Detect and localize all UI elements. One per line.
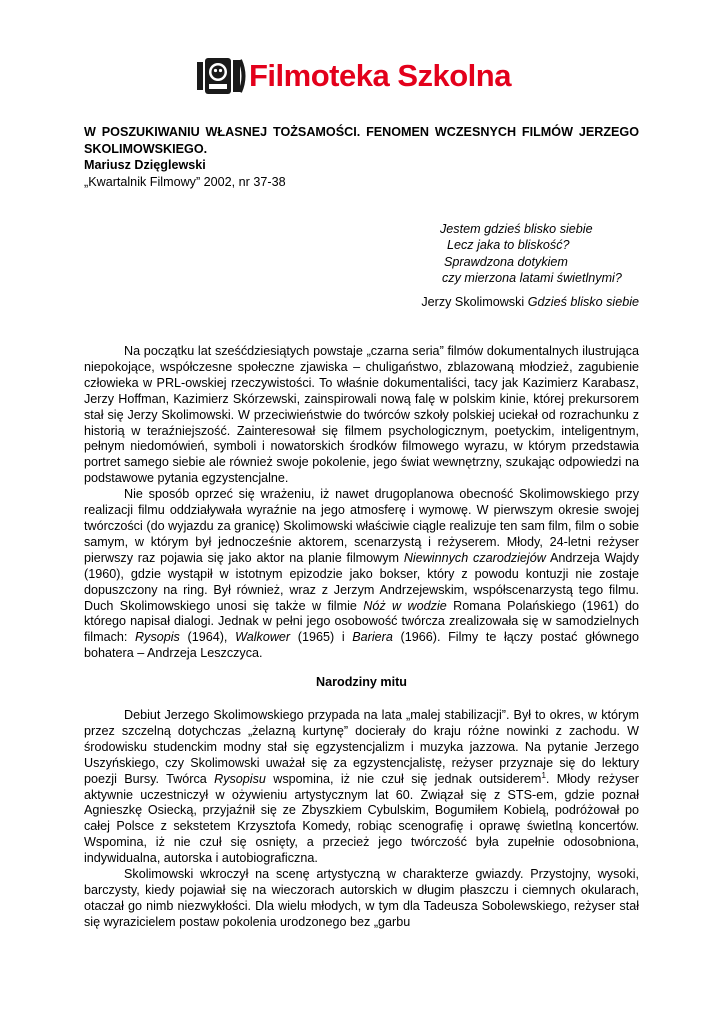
article-header bbox=[84, 124, 639, 190]
epigraph-line: czy mierzona latami świetlnymi? bbox=[442, 271, 622, 286]
article-author: Mariusz Dzięglewski bbox=[84, 158, 206, 172]
epigraph-line: Lecz jaka to bliskość? bbox=[447, 238, 570, 253]
film-title: Rysopis bbox=[135, 630, 180, 645]
logo-text: Filmoteka Szkolna bbox=[249, 58, 511, 93]
epigraph-line: Sprawdzona dotykiem bbox=[444, 254, 568, 269]
film-title: Bariera bbox=[352, 630, 393, 645]
paragraph: Na początku lat sześćdziesiątych powstaje „czarna seria” filmów dokumentalnych ilustrująca niepokojące, współczesne społeczne zjawiska – chuligaństwo, zblazowaną młodzież, zagubienie człowieka w PRL-owskiej rzeczywistości. To właśnie dokumentaliści, tacy jak Kazimierz Karabasz, Jerzy Hoffman, Kazimierz Skórzewski, zainspirowali nową falę w polskim kinie, której prekursorem stał się Jerzy Skolimowski. W przeciwieństwie do twórców szkoły polskiej uciekał od rozrachunku z historią w teraźniejszość. Zainteresował się filmem psychologicznym, poetyckim, inteligentnym, pełnym niedomówień, symboli i nowatorskich środków filmowego wyrazu, w którym przedstawia portret samego siebie ale również swoje pokolenie, jego świat wewnętrzny, szukając odpowiedzi na podstawowe pytania egzystencjalne. bbox=[84, 344, 639, 486]
epigraph bbox=[440, 221, 622, 287]
film-title: Rysopisu bbox=[214, 771, 266, 786]
film-title: Walkower bbox=[235, 630, 291, 645]
logo bbox=[195, 56, 511, 96]
footnote-ref[interactable]: 1 bbox=[541, 770, 546, 780]
epigraph-attribution bbox=[421, 295, 639, 309]
paragraph: Nie sposób oprzeć się wrażeniu, iż nawet drugoplanowa obecność Skolimowskiego przy realizacji filmu oddziaływała wyraźnie na jego atmosferę i wymowę. W pierwszym okresie swojej twórczości (do wyjazdu za granicę) Skolimowski właściwie ciągle realizuje ten sam film, film o sobie samym, w którym był jednocześnie aktorem, scenarzystą i reżyserem. Młody, 24-letni reżyser pierwszy raz pojawia się jako aktor na planie filmowym Niewinnych czarodziejów Andrzeja Wajdy (1960), gdzie wystąpił w istotnym epizodzie jako bokser, który z powodu kontuzji nie zostaje dopuszczony na ring. Był również, wraz z Jerzym Andrzejewskim, współscenarzystą tego filmu. Duch Skolimowskiego unosi się także w filmie Nóż w wodzie Romana Polańskiego (1961) do którego napisał dialogi. Jednak w pełni jego osobowość twórcza zrealizowała się w samodzielnych filmach: Rysopis (1964), Walkower (1965) i Bariera (1966). Filmy te łączy postać głównego bohatera – Andrzeja Leszczyca. bbox=[84, 487, 639, 661]
film-title: Nóż w wodzie bbox=[363, 598, 447, 613]
attribution-title: Gdzieś blisko siebie bbox=[527, 295, 639, 309]
section-heading: Narodziny mitu bbox=[316, 675, 407, 690]
attribution-author: Jerzy Skolimowski bbox=[421, 295, 525, 309]
paragraph: Debiut Jerzego Skolimowskiego przypada na lata „malej stabilizacji”. Był to okres, w którym przez szczelną dotychczas „żelazną kurtynę” docierały do kraju różne nowinki z zachodu. W środowisku studenckim modny stał się egzystencjalizm i muzyka jazzowa. Na pytanie Jerzego Uszyńskiego, czy Skolimowski uważał się za egzystencjalistę, reżyser przyznaje się do lektury poezji Bursy. Twórca Rysopisu wspomina, iż nie czuł się jednak outsiderem$^1$. Młody reżyser aktywnie uczestniczył w ożywieniu artystycznym lat 60. Związał się z STS-em, gdzie poznał Agnieszkę Osiecką, przyjaźnił się ze Zbyszkiem Cybulskim, Bogumiłem Kobielą, podróżował po całej Polsce z sekstetem Krzysztofa Komedy, robiąc scenografię i oprawę świetlną koncertów. Wspomina, iż nie czuł się osnięty, a przecież jego twórczość była zupełnie odosobniona, indywidualna, autorska i autobiograficzna. bbox=[84, 708, 639, 866]
article-title: W POSZUKIWANIU WŁASNEJ TOŻSAMOŚCI. FENOMEN WCZESNYCH FILMÓW JERZEGO SKOLIMOWSKIEGO. bbox=[84, 125, 639, 156]
film-projector-icon bbox=[195, 56, 247, 96]
article-body bbox=[84, 344, 639, 931]
epigraph-line: Jestem gdzieś blisko siebie bbox=[440, 222, 593, 236]
film-title: Niewinnych czarodziejów bbox=[403, 550, 546, 565]
paragraph: Skolimowski wkroczył na scenę artystyczną w charakterze gwiazdy. Przystojny, wysoki, barczysty, kiedy pojawiał się na wieczorach autorskich w długim płaszczu i ciemnych okularach, otaczał go nimb niezwykłości. Dla wielu młodych, w tym dla Tadeusza Sobolewskiego, reżyser stał się wyrazicielem postaw pokolenia urodzonego bez „garbu bbox=[84, 867, 639, 929]
article-source: „Kwartalnik Filmowy” 2002, nr 37-38 bbox=[84, 174, 286, 189]
